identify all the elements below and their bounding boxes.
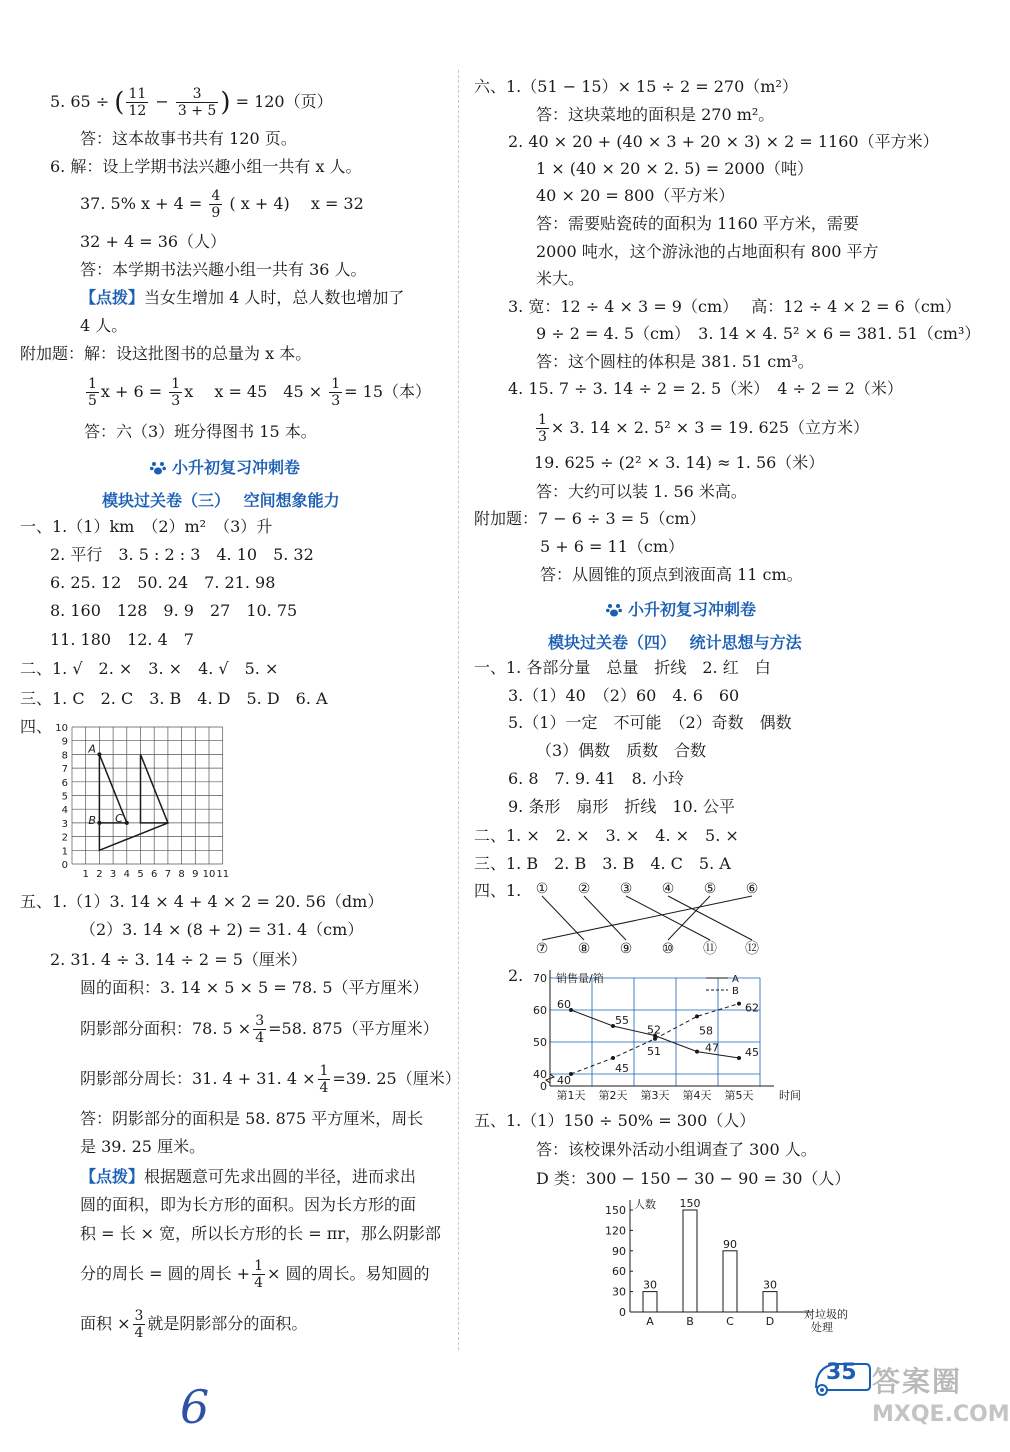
bar-x-tick: A bbox=[646, 1315, 654, 1328]
bar-y-tick: 120 bbox=[605, 1224, 626, 1238]
r6-line12: 4. 15. 7 ÷ 3. 14 ÷ 2 = 2. 5（米） 4 ÷ 2 = 2（米） bbox=[508, 379, 903, 398]
data-label-B: 51 bbox=[647, 1044, 661, 1058]
grid-y-label: 5 bbox=[61, 791, 68, 803]
bar-y-tick: 30 bbox=[612, 1285, 626, 1299]
data-label-B: 40 bbox=[557, 1074, 571, 1087]
s4-label: 四、 bbox=[20, 717, 53, 736]
q6-line2: 32 + 4 = 36（人） bbox=[80, 232, 227, 251]
extra-answer: 答：六（3）班分得图书 15 本。 bbox=[84, 422, 317, 441]
match-top-label: ③ bbox=[619, 881, 633, 897]
grid-x-label: 11 bbox=[216, 869, 230, 880]
chart-y-label: 销售量/箱 bbox=[556, 972, 604, 985]
extra-intro: 附加题：解：设这批图书的总量为 x 本。 bbox=[20, 344, 312, 363]
tip-label: 【点拨】 bbox=[80, 1167, 145, 1186]
paw-icon bbox=[150, 461, 166, 475]
bar-B bbox=[683, 1210, 697, 1312]
s2-line: 二、1. √ 2. × 3. × 4. √ 5. × bbox=[20, 659, 279, 678]
data-label-A: 47 bbox=[705, 1041, 719, 1055]
grid-y-label: 6 bbox=[61, 777, 68, 789]
data-point-B bbox=[737, 1002, 741, 1006]
r6-line9: 3. 宽：12 ÷ 4 × 3 = 9（cm） 高：12 ÷ 4 × 2 = 6（cm） bbox=[508, 297, 961, 316]
s1-line1: 一、1.（1）km （2）m² （3）升 bbox=[20, 517, 273, 536]
q5-formula: 5. 65 ÷ ( $\frac{11}{12}$ − $\frac{3}{3 + 5}$ ) = 120（页） bbox=[50, 86, 333, 119]
chart-x-tick: 第4天 bbox=[682, 1089, 712, 1102]
grid-x-label: 4 bbox=[123, 869, 130, 880]
match-bottom-label: ⑪ bbox=[703, 941, 717, 957]
match-line bbox=[668, 896, 752, 940]
legend-label-B: B bbox=[732, 986, 739, 997]
s1-line5: 11. 180 12. 4 7 bbox=[50, 630, 194, 649]
grid-x-label: 2 bbox=[96, 869, 103, 880]
bar-value-label: 30 bbox=[763, 1278, 777, 1292]
s1-line4: 8. 160 128 9. 9 27 10. 75 bbox=[50, 601, 298, 620]
page-number: 35 bbox=[826, 1360, 857, 1385]
grid-x-label: 1 bbox=[82, 869, 89, 880]
data-label-A: 52 bbox=[647, 1023, 661, 1037]
bar-y-label: 人数 bbox=[634, 1198, 656, 1211]
s1-line3: 6. 25. 12 50. 24 7. 21. 98 bbox=[50, 573, 276, 592]
s5-tip1: 【点拨】根据题意可先求出圆的半径，进而求出 bbox=[80, 1167, 417, 1186]
chart-y-tick: 40 bbox=[533, 1068, 547, 1081]
match-top-label: ② bbox=[577, 881, 591, 897]
r-extra-line2: 5 + 6 = 11（cm） bbox=[540, 537, 685, 556]
q6-equation: 37. 5% x + 4 = $\frac{4}{9}$ ( x + 4) x = 32 bbox=[80, 188, 364, 221]
match-line bbox=[626, 896, 710, 940]
match-top-label: ④ bbox=[661, 881, 675, 897]
bar-value-label: 90 bbox=[723, 1237, 737, 1251]
watermark: 答案圈 bbox=[872, 1365, 963, 1398]
bar-y-tick: 60 bbox=[612, 1265, 626, 1279]
t2-line: 二、1. × 2. × 3. × 4. × 5. × bbox=[474, 826, 739, 845]
t5-line3: D 类：300 − 150 − 30 − 90 = 30（人） bbox=[536, 1169, 851, 1188]
grid-x-label: 6 bbox=[151, 869, 158, 880]
r6-line8: 米大。 bbox=[536, 269, 585, 288]
q5-answer: 答：这本故事书共有 120 页。 bbox=[80, 129, 297, 148]
column-divider bbox=[458, 70, 459, 1350]
t1-line2: 3.（1）40 （2）60 4. 6 60 bbox=[508, 686, 740, 705]
chart-x-tick: 第5天 bbox=[724, 1089, 754, 1102]
data-point-B bbox=[653, 1037, 657, 1041]
chart-y-tick: 60 bbox=[533, 1004, 547, 1017]
bar-x-label-line1: 对垃圾的 bbox=[804, 1308, 848, 1321]
s5-tip2: 圆的面积，即为长方形的面积。因为长方形的面 bbox=[80, 1195, 417, 1214]
q6-tip-cont: 4 人。 bbox=[80, 316, 128, 335]
extra-equation: $\frac{1}{5}$ x + 6 = $\frac{1}{3}$ x x = 45 45 × $\frac{1}{3}$ = 15（本） bbox=[88, 376, 432, 409]
bar-y-tick: 90 bbox=[612, 1244, 626, 1258]
data-label-A: 45 bbox=[745, 1046, 759, 1059]
s5-line2: （2）3. 14 × (8 + 2) = 31. 4（cm） bbox=[80, 920, 364, 939]
match-bottom-label: ⑫ bbox=[745, 941, 759, 957]
point-label-a: A bbox=[88, 742, 96, 756]
grid-point bbox=[97, 821, 101, 825]
grid-point bbox=[97, 752, 101, 756]
data-point-B bbox=[611, 1056, 615, 1060]
grid-x-label: 8 bbox=[178, 869, 185, 880]
r6-line6: 答：需要贴瓷砖的面积为 1160 平方米，需要 bbox=[536, 214, 859, 233]
grid-point bbox=[125, 821, 129, 825]
s5-tip4: 分的周长 = 圆的周长 + $\frac{1}{4}$ × 圆的周长。易知圆的 bbox=[80, 1258, 430, 1291]
bar-x-tick: D bbox=[765, 1315, 775, 1328]
module-title-left: 模块过关卷（三） 空间想象能力 bbox=[102, 491, 340, 510]
handwritten-mark: 6 bbox=[180, 1380, 210, 1434]
match-bottom-label: ⑧ bbox=[577, 941, 591, 957]
data-label-B: 58 bbox=[699, 1024, 713, 1038]
legend-label-A: A bbox=[732, 974, 739, 985]
s5-line3: 2. 31. 4 ÷ 3. 14 ÷ 2 = 5（厘米） bbox=[50, 950, 307, 969]
s5-tip3: 积 = 长 × 宽，所以长方形的长 = πr，那么阴影部 bbox=[80, 1224, 441, 1243]
chart-x-tick: 第3天 bbox=[640, 1089, 670, 1102]
s5-answer2: 是 39. 25 厘米。 bbox=[80, 1137, 206, 1156]
grid-y-label: 0 bbox=[61, 860, 68, 871]
grid-y-label: 10 bbox=[55, 723, 68, 734]
t1-line6: 9. 条形 扇形 折线 10. 公平 bbox=[508, 797, 735, 816]
grid-x-label: 7 bbox=[164, 869, 172, 880]
grid-y-label: 7 bbox=[61, 764, 68, 776]
watermark-url: MXQE.COM bbox=[872, 1402, 1010, 1427]
grid-y-label: 8 bbox=[61, 750, 68, 762]
s5-line6: 阴影部分周长：31. 4 + 31. 4 × $\frac{1}{4}$ =39. 25（厘米） bbox=[80, 1063, 461, 1096]
section-title-right: 小升初复习冲刺卷 bbox=[606, 597, 756, 620]
t5-line1: 五、1.（1）150 ÷ 50% = 300（人） bbox=[474, 1111, 756, 1130]
r6-line4: 1 × (40 × 20 × 2. 5) = 2000（吨） bbox=[536, 159, 813, 178]
point-label-c: C bbox=[115, 811, 123, 825]
q6-intro: 6. 解：设上学期书法兴趣小组一共有 x 人。 bbox=[50, 157, 362, 176]
bar-value-label: 30 bbox=[643, 1278, 657, 1292]
chart-x-tick: 第2天 bbox=[598, 1089, 628, 1102]
bar-y-tick: 0 bbox=[619, 1306, 626, 1319]
r6-line11: 答：这个圆柱的体积是 381. 51 cm³。 bbox=[536, 352, 814, 371]
t4-2-label: 2. bbox=[508, 966, 524, 985]
grid-y-label: 3 bbox=[61, 818, 68, 830]
chart-y-tick: 50 bbox=[533, 1036, 547, 1049]
s1-line2: 2. 平行 3. 5 : 2 : 3 4. 10 5. 32 bbox=[50, 545, 314, 564]
s5-answer1: 答：阴影部分的面积是 58. 875 平方厘米，周长 bbox=[80, 1109, 424, 1128]
match-top-label: ⑤ bbox=[703, 881, 717, 897]
bar-A bbox=[643, 1292, 657, 1312]
t1-line1: 一、1. 各部分量 总量 折线 2. 红 白 bbox=[474, 658, 771, 677]
s5-tip5: 面积 × $\frac{3}{4}$ 就是阴影部分的面积。 bbox=[80, 1308, 308, 1341]
s3-line: 三、1. C 2. C 3. B 4. D 5. D 6. A bbox=[20, 689, 328, 708]
r6-line2: 答：这块菜地的面积是 270 m²。 bbox=[536, 105, 775, 124]
bar-chart bbox=[600, 1197, 848, 1338]
match-line bbox=[668, 896, 710, 940]
q6-answer: 答：本学期书法兴趣小组一共有 36 人。 bbox=[80, 260, 367, 279]
grid-x-label: 3 bbox=[109, 869, 117, 880]
bar-x-tick: B bbox=[686, 1315, 694, 1328]
match-line bbox=[584, 896, 626, 940]
chart-x-label: 时间 bbox=[779, 1089, 801, 1102]
r-extra-line3: 答：从圆锥的顶点到液面高 11 cm。 bbox=[540, 565, 803, 584]
t1-line5: 6. 8 7. 9. 41 8. 小玲 bbox=[508, 769, 684, 788]
r6-line5: 40 × 20 = 800（平方米） bbox=[536, 186, 735, 205]
grid-y-label: 9 bbox=[61, 736, 68, 748]
bar-value-label: 150 bbox=[679, 1197, 701, 1210]
tip-label: 【点拨】 bbox=[80, 288, 145, 307]
bar-x-label-line2: 处理 bbox=[811, 1321, 833, 1334]
t1-line4: （3）偶数 质数 合数 bbox=[536, 741, 707, 760]
grid-y-label: 2 bbox=[61, 832, 68, 844]
t4-label: 四、1. bbox=[474, 881, 522, 900]
matching-diagram bbox=[528, 878, 768, 960]
r-extra-line1: 附加题：7 − 6 ÷ 3 = 5（cm） bbox=[474, 509, 706, 528]
match-bottom-label: ⑩ bbox=[661, 941, 675, 957]
s5-line5: 阴影部分面积：78. 5 × $\frac{3}{4}$ =58. 875（平方厘米） bbox=[80, 1013, 439, 1046]
data-label-A: 60 bbox=[557, 998, 571, 1011]
match-line bbox=[542, 896, 584, 940]
data-label-A: 55 bbox=[615, 1014, 629, 1027]
match-top-label: ⑥ bbox=[745, 881, 759, 897]
match-bottom-label: ⑦ bbox=[535, 941, 549, 957]
data-point-B bbox=[695, 1014, 699, 1018]
grid-y-label: 1 bbox=[61, 846, 68, 858]
module-title-right: 模块过关卷（四） 统计思想与方法 bbox=[548, 633, 802, 652]
chart-y-tick: 70 bbox=[533, 972, 547, 985]
r6-line10: 9 ÷ 2 = 4. 5（cm） 3. 14 × 4. 5² × 6 = 381. 51（cm³） bbox=[536, 324, 981, 343]
grid-x-label: 5 bbox=[137, 869, 144, 880]
data-label-B: 62 bbox=[745, 1001, 759, 1015]
t1-line3: 5.（1）一定 不可能 （2）奇数 偶数 bbox=[508, 713, 792, 732]
grid-figure bbox=[52, 718, 242, 884]
bar-y-tick: 150 bbox=[605, 1204, 626, 1217]
r6-line14: 19. 625 ÷ (2² × 3. 14) ≈ 1. 56（米） bbox=[534, 453, 825, 472]
t5-line2: 答：该校课外活动小组调查了 300 人。 bbox=[536, 1140, 817, 1159]
match-bottom-label: ⑨ bbox=[619, 941, 633, 957]
data-label-B: 45 bbox=[615, 1062, 629, 1075]
r6-line15: 答：大约可以装 1. 56 米高。 bbox=[536, 482, 747, 501]
r6-line13: $\frac{1}{3}$ × 3. 14 × 2. 5² × 3 = 19. 625（立方米） bbox=[538, 412, 870, 445]
paw-icon bbox=[606, 603, 622, 617]
s5-line1: 五、1.（1）3. 14 × 4 + 4 × 2 = 20. 56（dm） bbox=[20, 892, 384, 911]
line-chart bbox=[528, 970, 801, 1105]
grid-x-label: 10 bbox=[202, 869, 216, 880]
r6-line1: 六、1.（51 − 15）× 15 ÷ 2 = 270（m²） bbox=[474, 77, 798, 96]
r6-line7: 2000 吨水，这个游泳池的占地面积有 800 平方 bbox=[536, 242, 879, 261]
bar-x-tick: C bbox=[726, 1315, 734, 1328]
match-top-label: ① bbox=[535, 881, 549, 897]
point-label-b: B bbox=[88, 813, 96, 827]
t3-line: 三、1. B 2. B 3. B 4. C 5. A bbox=[474, 854, 731, 873]
s5-line4: 圆的面积：3. 14 × 5 × 5 = 78. 5（平方厘米） bbox=[80, 978, 429, 997]
q6-tip: 【点拨】当女生增加 4 人时，总人数也增加了 bbox=[80, 288, 405, 307]
chart-y-tick: 0 bbox=[540, 1080, 547, 1093]
grid-x-label: 9 bbox=[192, 869, 199, 880]
data-point-A bbox=[695, 1050, 699, 1054]
data-point-A bbox=[737, 1056, 741, 1060]
chart-x-tick: 第1天 bbox=[556, 1089, 586, 1102]
bar-D bbox=[763, 1292, 777, 1312]
grid-y-label: 4 bbox=[61, 805, 68, 817]
bar-C bbox=[723, 1251, 737, 1312]
match-line bbox=[542, 896, 752, 940]
section-title-left: 小升初复习冲刺卷 bbox=[150, 455, 300, 478]
r6-line3: 2. 40 × 20 + (40 × 3 + 20 × 3) × 2 = 1160（平方米） bbox=[508, 132, 939, 151]
